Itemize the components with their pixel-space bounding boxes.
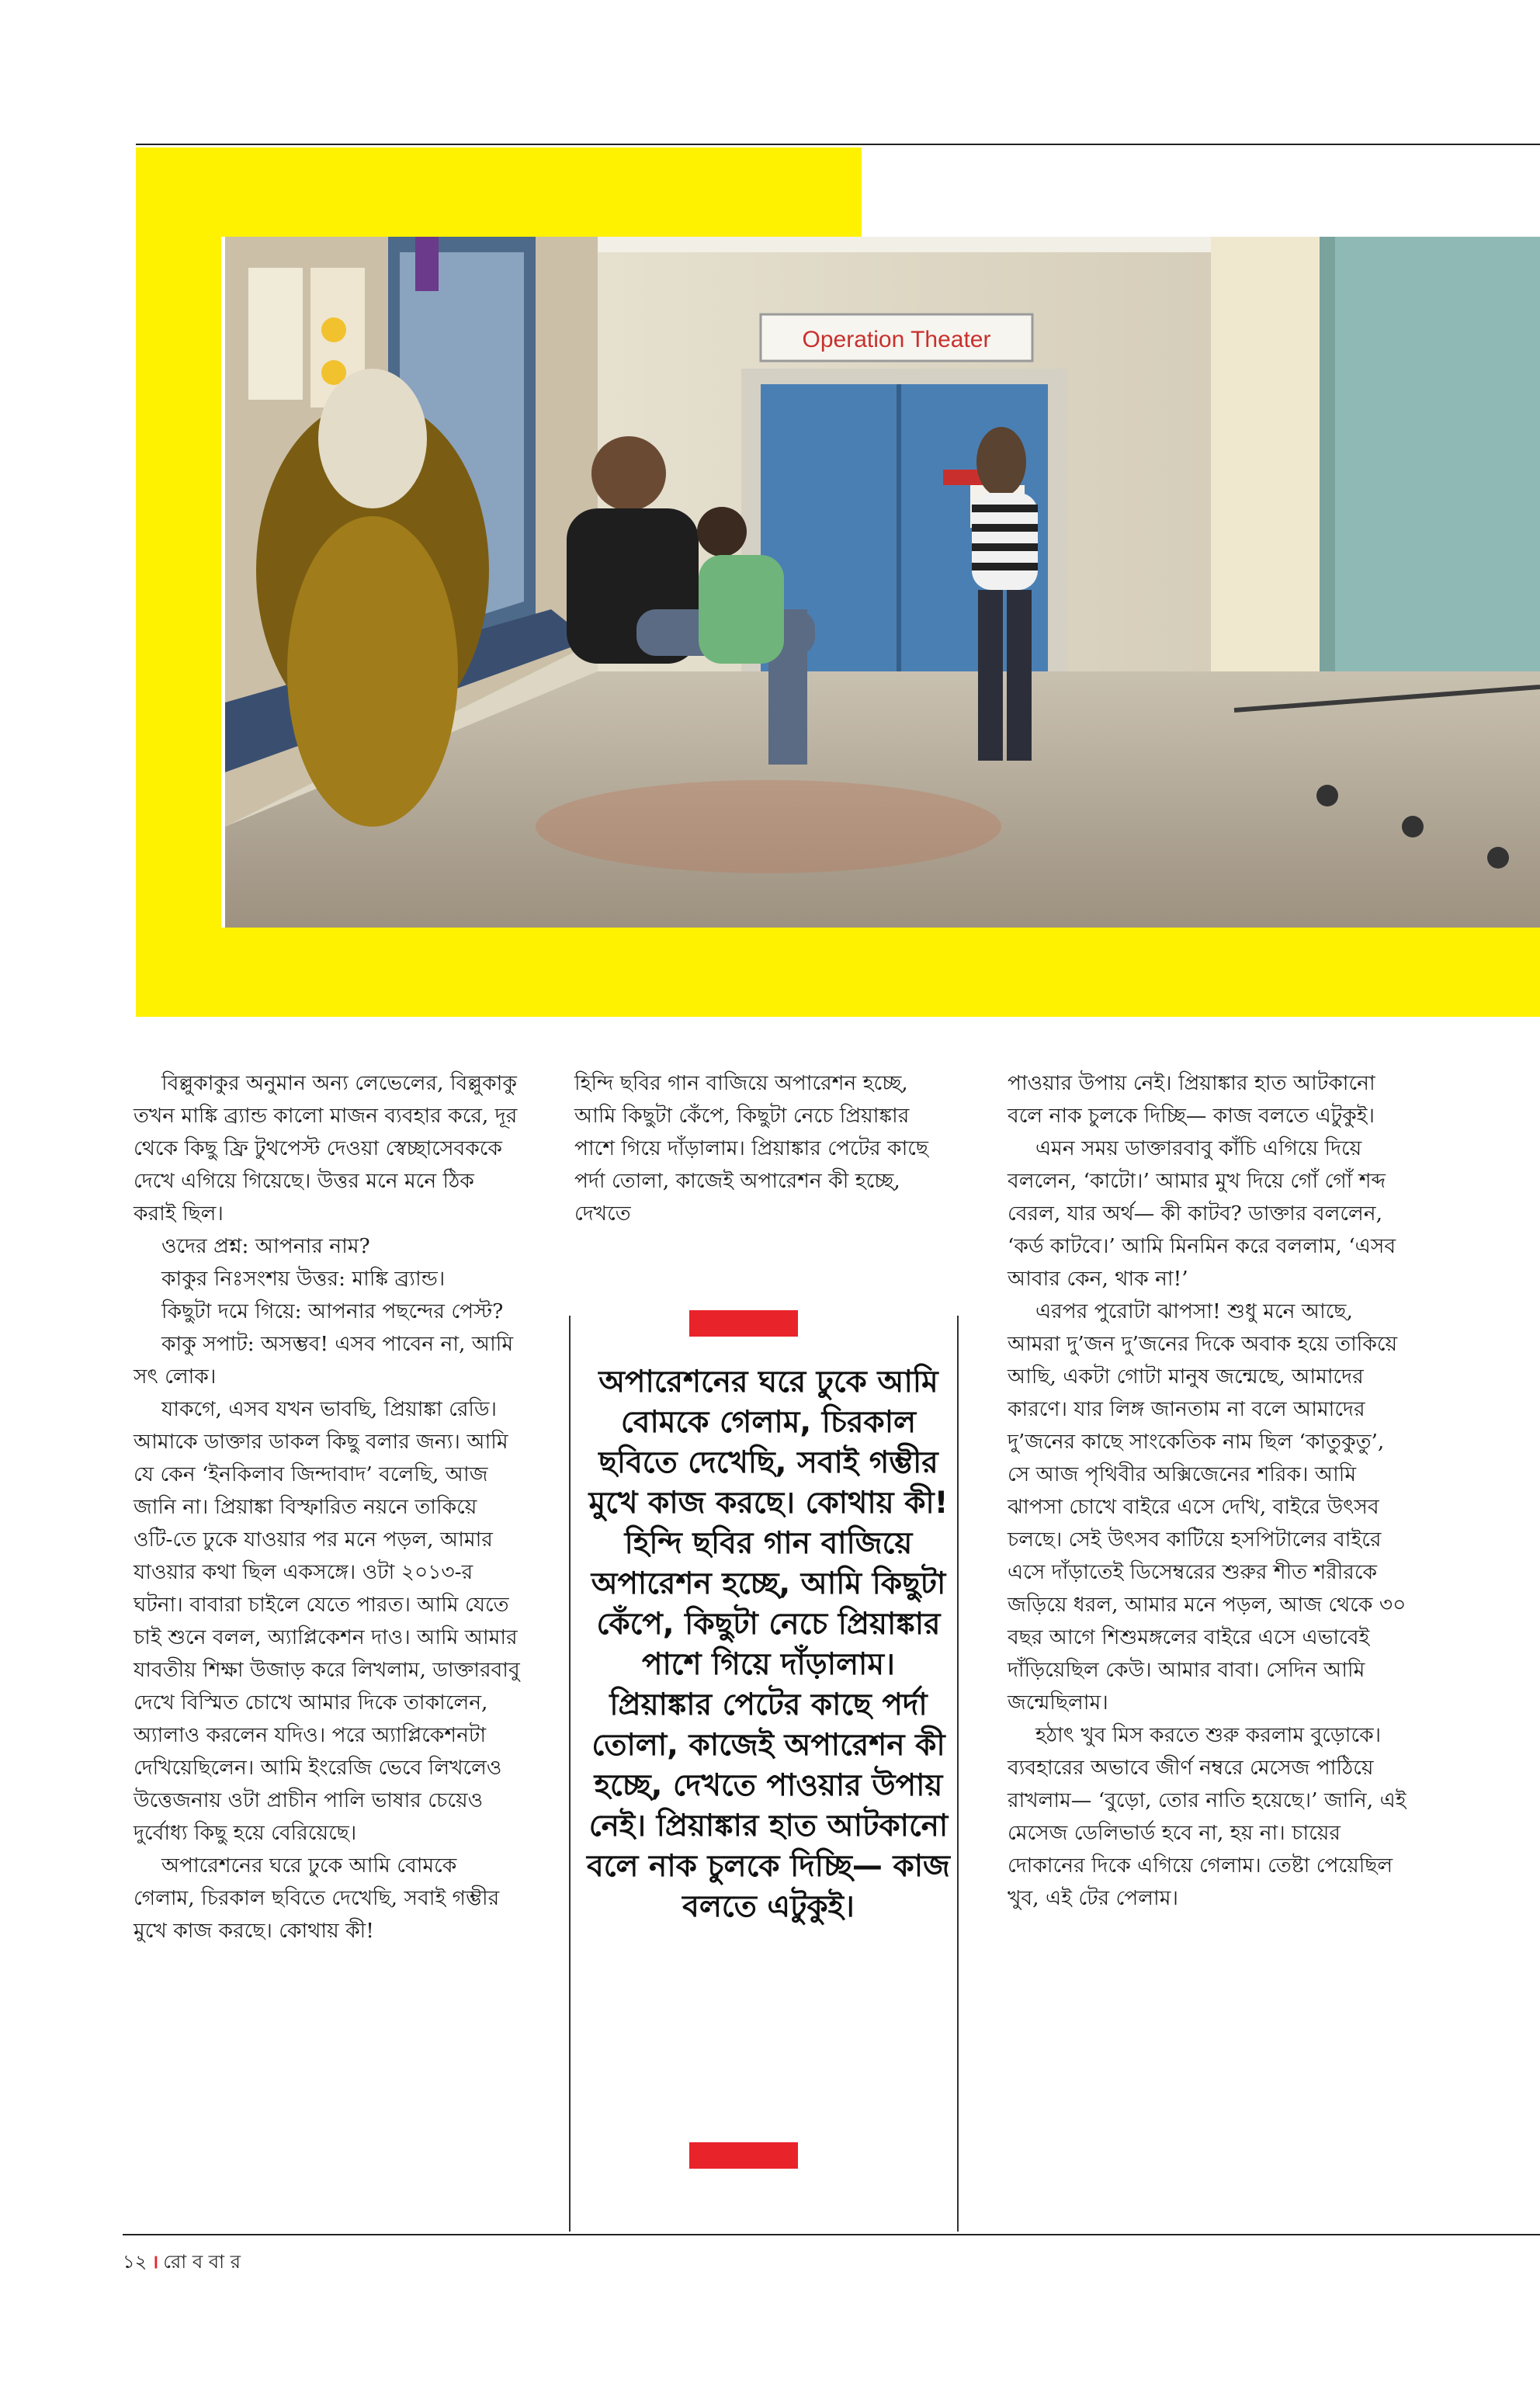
top-rule — [136, 144, 1540, 145]
paragraph: ওদের প্রশ্ন: আপনার নাম? — [161, 1234, 370, 1258]
paragraph: অপারেশনের ঘরে ঢুকে আমি বোমকে গেলাম, চিরকাল ছবিতে দেখেছি, সবাই গম্ভীর মুখে কাজ করছে। কোথায় কী! — [134, 1854, 500, 1943]
article-column-1 — [134, 1067, 522, 1947]
page-folio — [123, 2248, 241, 2279]
hospital-corridor-photo — [225, 237, 1540, 928]
paragraph: এরপর পুরোটা ঝাপসা! শুধু মনে আছে, আমরা দু’জন দু’জনের দিকে অবাক হয়ে তাকিয়ে আছি, একটা গোটা মানুষ জন্মেছে, আমাদের কারণে। যার লিঙ্গ জানতাম না বলে আমাদের দু’জনের কাছে সাংকেতিক নাম ছিল ‘কাতুকুতু’, সে আজ পৃথিবীর অক্সিজেনের শরিক। আমি ঝাপসা চোখে বাইরে এসে দেখি, বাইরে উৎসব চলছে। সেই উৎসব কাটিয়ে হসপিটালের বাইরে এসে দাঁড়াতেই ডিসেম্বরের শুরুর শীত শরীরকে জড়িয়ে ধরল, আমার মনে পড়ল, আজ থেকে ৩০ বছর আগে শিশুমঙ্গলের বাইরে এসে এভাবেই দাঁড়িয়েছিল কেউ। আমার বাবা। সেদিন আমি জন্মেছিলাম। — [1008, 1299, 1406, 1715]
door-sign: Operation Theater — [802, 327, 991, 352]
paragraph: পাওয়ার উপায় নেই। প্রিয়াঙ্কার হাত আটকানো বলে নাক চুলকে দিচ্ছি— কাজ বলতে এটুকুই। — [1008, 1071, 1375, 1128]
folio-separator: । — [151, 2251, 159, 2273]
pull-quote-top-bar — [689, 1310, 798, 1337]
paragraph: এমন সময় ডাক্তারবাবু কাঁচি এগিয়ে দিয়ে বললেন, ‘কাটো।’ আমার মুখ দিয়ে গোঁ গোঁ শব্দ বেরল, যার অর্থ— কী কাটব? ডাক্তার বললেন, ‘কর্ড কাটবে।’ আমি মিনমিন করে বললাম, ‘এসব আবার কেন, থাক না!’ — [1008, 1136, 1396, 1291]
paragraph: বিল্লুকাকুর অনুমান অন্য লেভেলের, বিল্লুকাকু তখন মাঙ্কি ব্র্যান্ড কালো মাজন ব্যবহার করে, দূর থেকে কিছু ফ্রি টুথপেস্ট দেওয়া স্বেচ্ছাসেবককে দেখে এগিয়ে গিয়েছে। উত্তর মনে মনে ঠিক করাই ছিল। — [134, 1071, 518, 1226]
yellow-frame-top — [136, 147, 862, 237]
page-number: ১২ — [123, 2251, 147, 2273]
article-column-2 — [574, 1067, 943, 1230]
yellow-frame-left — [136, 147, 221, 1017]
paragraph: কাকুর নিঃসংশয় উত্তর: মাঙ্কি ব্র্যান্ড। — [161, 1267, 446, 1291]
pull-quote-right-rule — [957, 1316, 959, 2232]
pull-quote-left-rule — [569, 1316, 571, 2232]
paragraph: হঠাৎ খুব মিস করতে শুরু করলাম বুড়োকে। ব্যবহারের অভাবে জীর্ণ নম্বরে মেসেজ পাঠিয়ে রাখলাম— ‘বুড়ো, তোর নাতি হয়েছে।’ জানি, এই মেসেজ ডেলিভার্ড হবে না, হয় না। চায়ের দোকানের দিকে এগিয়ে গেলাম। তেষ্টা পেয়েছিল খুব, এই টের পেলাম। — [1008, 1723, 1406, 1910]
paragraph: হিন্দি ছবির গান বাজিয়ে অপারেশন হচ্ছে, আমি কিছুটা কেঁপে, কিছুটা নেচে প্রিয়াঙ্কার পাশে গিয়ে দাঁড়ালাম। প্রিয়াঙ্কার পেটের কাছে পর্দা তোলা, কাজেই অপারেশন কী হচ্ছে, দেখতে — [574, 1071, 928, 1226]
article-column-3 — [1008, 1067, 1411, 1915]
magazine-name: রো ব বা র — [163, 2251, 241, 2273]
paragraph: কিছুটা দমে গিয়ে: আপনার পছন্দের পেস্ট? — [161, 1299, 504, 1323]
paragraph: যাকগে, এসব যখন ভাবছি, প্রিয়াঙ্কা রেডি। আমাকে ডাক্তার ডাকল কিছু বলার জন্য। আমি যে কেন ‘ইনকিলাব জিন্দাবাদ’ বলেছি, আজ জানি না। প্রিয়াঙ্কা বিস্ফারিত নয়নে তাকিয়ে ওটি-তে ঢুকে যাওয়ার পর মনে পড়ল, আমার যাওয়ার কথা ছিল একসঙ্গে। ওটা ২০১৩-র ঘটনা। বাবারা চাইলে যেতে পারত। আমি যেতে চাই শুনে বলল, অ্যাপ্লিকেশন দাও। আমি আমার যাবতীয় শিক্ষা উজাড় করে লিখলাম, ডাক্তারবাবু দেখে বিস্মিত চোখে আমার দিকে তাকালেন, অ্যালাও করলেন যদিও। পরে অ্যাপ্লিকেশনটা দেখিয়েছিলেন। আমি ইংরেজি ভেবে লিখলেও উত্তেজনায় ওটা প্রাচীন পালি ভাষার চেয়েও দুর্বোধ্য কিছু হয়ে বেরিয়েছে। — [134, 1397, 520, 1845]
pull-quote: অপারেশনের ঘরে ঢুকে আমি বোমকে গেলাম, চিরকাল ছবিতে দেখেছি, সবাই গম্ভীর মুখে কাজ করছে। কোথায় কী! হিন্দি ছবির গান বাজিয়ে অপারেশন হচ্ছে, আমি কিছুটা কেঁপে, কিছুটা নেচে প্রিয়াঙ্কার পাশে গিয়ে দাঁড়ালাম। প্রিয়াঙ্কার পেটের কাছে পর্দা তোলা, কাজেই অপারেশন কী হচ্ছে, দেখতে পাওয়ার উপায় নেই। প্রিয়াঙ্কার হাত আটকানো বলে নাক চুলকে দিচ্ছি— কাজ বলতে এটুকুই। — [587, 1365, 950, 1924]
yellow-frame-bottom — [136, 928, 1540, 1017]
paragraph: কাকু সপাট: অসম্ভব! এসব পাবেন না, আমি সৎ লোক। — [134, 1332, 514, 1389]
bottom-rule — [123, 2234, 1540, 2235]
pull-quote-bottom-bar — [689, 2142, 798, 2169]
